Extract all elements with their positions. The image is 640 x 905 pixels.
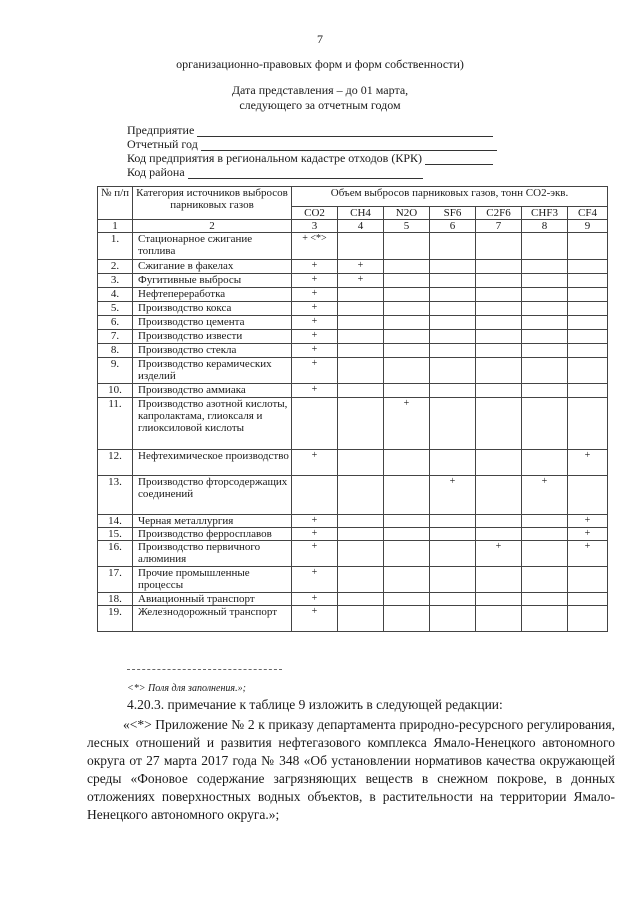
index-row <box>98 220 608 233</box>
emission-cell[interactable] <box>476 384 522 398</box>
table-row <box>98 528 608 541</box>
emission-cell[interactable] <box>568 593 608 606</box>
emission-cell[interactable] <box>476 316 522 330</box>
field-krk-code[interactable] <box>127 151 497 165</box>
emission-cell[interactable] <box>522 316 568 330</box>
table-row <box>98 330 608 344</box>
emission-cell[interactable] <box>522 358 568 384</box>
emission-cell[interactable] <box>476 358 522 384</box>
emission-cell[interactable] <box>384 288 430 302</box>
emission-cell[interactable] <box>568 274 608 288</box>
emission-cell[interactable] <box>430 260 476 274</box>
row-number: 5. <box>98 302 133 316</box>
row-number: 2. <box>98 260 133 274</box>
emission-cell[interactable] <box>384 316 430 330</box>
header-continuation: организационно-правовых форм и форм собственности) <box>176 57 464 71</box>
index-cell: 9 <box>568 220 608 233</box>
emission-cell[interactable] <box>568 476 608 515</box>
emission-cell[interactable] <box>430 344 476 358</box>
emission-cell[interactable] <box>476 528 522 541</box>
gas-header: CF4 <box>568 207 608 220</box>
index-cell: 5 <box>384 220 430 233</box>
emissions-table <box>97 186 608 632</box>
emission-cell[interactable] <box>384 450 430 476</box>
emission-cell[interactable] <box>384 593 430 606</box>
emission-cell[interactable] <box>384 528 430 541</box>
emission-cell[interactable] <box>568 358 608 384</box>
emission-cell[interactable] <box>430 330 476 344</box>
emission-cell[interactable]: + <box>430 476 476 515</box>
emission-cell[interactable] <box>522 567 568 593</box>
emission-cell[interactable] <box>568 233 608 260</box>
table-row <box>98 593 608 606</box>
source-category: Производство стекла <box>133 344 292 358</box>
emission-cell[interactable] <box>476 344 522 358</box>
emission-cell[interactable]: + <box>292 316 338 330</box>
emission-cell[interactable]: + <box>292 358 338 384</box>
row-number: 4. <box>98 288 133 302</box>
table-row <box>98 476 608 515</box>
emission-cell[interactable] <box>568 316 608 330</box>
header-row <box>98 187 608 207</box>
emission-cell[interactable] <box>338 567 384 593</box>
emission-cell[interactable] <box>384 233 430 260</box>
emission-cell[interactable] <box>384 515 430 528</box>
emission-cell[interactable]: + <box>292 606 338 632</box>
emission-cell[interactable]: + <box>292 450 338 476</box>
emission-cell[interactable] <box>338 528 384 541</box>
row-number: 14. <box>98 515 133 528</box>
emissions-table-wrapper <box>97 186 608 632</box>
emission-cell[interactable] <box>476 274 522 288</box>
field-label: Код района <box>127 165 185 179</box>
index-cell: 3 <box>292 220 338 233</box>
source-category: Стационарное сжигание топлива <box>133 233 292 260</box>
emission-cell[interactable] <box>476 450 522 476</box>
emission-cell[interactable] <box>522 288 568 302</box>
fill-line[interactable] <box>197 126 493 137</box>
field-district-code[interactable] <box>127 165 497 179</box>
emission-cell[interactable]: + <box>522 476 568 515</box>
emission-cell[interactable] <box>522 541 568 567</box>
emission-cell[interactable] <box>476 330 522 344</box>
row-number: 19. <box>98 606 133 632</box>
emission-cell[interactable] <box>430 567 476 593</box>
emission-cell[interactable]: + <box>292 593 338 606</box>
header-volume: Объем выбросов парниковых газов, тонн СО2-экв. <box>292 187 608 207</box>
emission-cell[interactable] <box>384 606 430 632</box>
emission-cell[interactable] <box>522 515 568 528</box>
table-row <box>98 316 608 330</box>
emission-cell[interactable] <box>430 606 476 632</box>
emission-cell[interactable] <box>430 528 476 541</box>
emission-cell[interactable] <box>522 260 568 274</box>
field-reporting-year[interactable] <box>127 137 497 151</box>
emission-cell[interactable] <box>384 541 430 567</box>
fill-line[interactable] <box>201 140 497 151</box>
emission-cell[interactable]: + <box>292 515 338 528</box>
row-number: 8. <box>98 344 133 358</box>
emission-cell[interactable] <box>568 260 608 274</box>
emission-cell[interactable] <box>430 233 476 260</box>
emission-cell[interactable] <box>568 288 608 302</box>
emission-cell[interactable] <box>384 476 430 515</box>
emission-cell[interactable] <box>522 384 568 398</box>
body-paragraph: «<*> Приложение № 2 к приказу департамента природно-ресурсного регулирования, лесных отношений и развития нефтегазового комплекса Ямало-Ненецкого автономного округа от 27 марта 2017 года № 348 «Об установлении нормативов качества окружающей среды «Фоновое содержание загрязняющих веществ в снежном покрове, в донных отложениях поверхностных водных объектов, в растительности на территории Ямало-Ненецкого автономного округа.»; <box>87 717 615 822</box>
table-row <box>98 288 608 302</box>
gas-header: N2O <box>384 207 430 220</box>
emission-cell[interactable] <box>384 344 430 358</box>
emission-cell[interactable] <box>568 330 608 344</box>
emission-cell[interactable] <box>568 344 608 358</box>
gas-header: СН4 <box>338 207 384 220</box>
index-cell: 4 <box>338 220 384 233</box>
emission-cell[interactable] <box>338 593 384 606</box>
table-row <box>98 344 608 358</box>
emission-cell[interactable] <box>338 288 384 302</box>
emission-cell[interactable] <box>522 302 568 316</box>
emission-cell[interactable] <box>384 384 430 398</box>
fill-line[interactable] <box>188 168 423 179</box>
table-row <box>98 541 608 567</box>
emission-cell[interactable] <box>338 344 384 358</box>
emission-cell[interactable]: + <box>384 398 430 450</box>
emission-cell[interactable]: + <box>292 344 338 358</box>
index-cell: 7 <box>476 220 522 233</box>
table-row <box>98 302 608 316</box>
emission-cell[interactable] <box>522 274 568 288</box>
emission-cell[interactable] <box>522 528 568 541</box>
source-category: Фугитивные выбросы <box>133 274 292 288</box>
source-category: Нефтехимическое производство <box>133 450 292 476</box>
source-category: Черная металлургия <box>133 515 292 528</box>
source-category: Нефтепереработка <box>133 288 292 302</box>
emission-cell[interactable] <box>338 384 384 398</box>
table-row <box>98 233 608 260</box>
emission-cell[interactable] <box>430 302 476 316</box>
emission-cell[interactable] <box>522 450 568 476</box>
field-label: Отчетный год <box>127 137 198 151</box>
field-label: Код предприятия в региональном кадастре отходов (КРК) <box>127 151 423 165</box>
emission-cell[interactable] <box>522 330 568 344</box>
source-category: Производство первичного алюминия <box>133 541 292 567</box>
emission-cell[interactable] <box>476 567 522 593</box>
emission-cell[interactable] <box>338 398 384 450</box>
index-cell: 1 <box>98 220 133 233</box>
submission-date-line1: Дата представления – до 01 марта, <box>231 83 409 97</box>
emission-cell[interactable] <box>338 302 384 316</box>
row-number: 9. <box>98 358 133 384</box>
emission-cell[interactable] <box>338 606 384 632</box>
source-category: Производство аммиака <box>133 384 292 398</box>
emission-cell[interactable] <box>430 274 476 288</box>
emission-cell[interactable] <box>476 515 522 528</box>
emission-cell[interactable] <box>338 541 384 567</box>
footnote-divider <box>127 669 282 670</box>
gas-header: SF6 <box>430 207 476 220</box>
section-heading: 4.20.3. примечание к таблице 9 изложить в следующей редакции: <box>127 697 503 712</box>
index-cell: 8 <box>522 220 568 233</box>
source-category: Производство керамических изделий <box>133 358 292 384</box>
row-number: 12. <box>98 450 133 476</box>
source-category: Прочие промышленные процессы <box>133 567 292 593</box>
index-cell: 2 <box>133 220 292 233</box>
emission-cell[interactable]: + <box>292 260 338 274</box>
emission-cell[interactable] <box>292 476 338 515</box>
emission-cell[interactable] <box>476 398 522 450</box>
table-row <box>98 274 608 288</box>
table-row <box>98 260 608 274</box>
source-category: Сжигание в факелах <box>133 260 292 274</box>
emission-cell[interactable] <box>568 567 608 593</box>
emission-cell[interactable]: + <box>292 274 338 288</box>
emission-cell[interactable] <box>338 515 384 528</box>
emission-cell[interactable]: + <box>292 541 338 567</box>
emission-cell[interactable] <box>522 606 568 632</box>
table-row <box>98 606 608 632</box>
emission-cell[interactable]: + <box>568 528 608 541</box>
index-cell: 6 <box>430 220 476 233</box>
emission-cell[interactable] <box>338 316 384 330</box>
row-number: 10. <box>98 384 133 398</box>
emission-cell[interactable] <box>476 476 522 515</box>
row-number: 11. <box>98 398 133 450</box>
emission-cell[interactable] <box>476 288 522 302</box>
table-row <box>98 398 608 450</box>
source-category: Производство извести <box>133 330 292 344</box>
form-fields <box>127 123 497 179</box>
row-number: 18. <box>98 593 133 606</box>
emission-cell[interactable] <box>476 260 522 274</box>
emission-cell[interactable]: + <box>568 450 608 476</box>
gas-header: C2F6 <box>476 207 522 220</box>
emission-cell[interactable] <box>430 398 476 450</box>
emission-cell[interactable] <box>338 233 384 260</box>
emission-cell[interactable] <box>338 330 384 344</box>
emission-cell[interactable]: + <box>568 515 608 528</box>
emission-cell[interactable] <box>338 358 384 384</box>
submission-date <box>0 83 640 113</box>
emission-cell[interactable] <box>384 567 430 593</box>
emission-cell[interactable]: + <box>292 567 338 593</box>
table-row <box>98 358 608 384</box>
emission-cell[interactable]: + <box>568 541 608 567</box>
emission-cell[interactable] <box>522 344 568 358</box>
emission-cell[interactable] <box>292 398 338 450</box>
row-number: 16. <box>98 541 133 567</box>
emission-cell[interactable] <box>384 358 430 384</box>
emission-cell[interactable]: + <box>292 302 338 316</box>
footnote: <*> Поля для заполнения.»; <box>127 683 246 694</box>
field-enterprise[interactable] <box>127 123 497 137</box>
emission-cell[interactable]: + <*> <box>292 233 338 260</box>
field-label: Предприятие <box>127 123 195 137</box>
emission-cell[interactable] <box>430 450 476 476</box>
row-number: 13. <box>98 476 133 515</box>
emission-cell[interactable] <box>522 593 568 606</box>
source-category: Авиационный транспорт <box>133 593 292 606</box>
emission-cell[interactable]: + <box>292 384 338 398</box>
emission-cell[interactable] <box>430 593 476 606</box>
table-row <box>98 567 608 593</box>
emission-cell[interactable] <box>522 398 568 450</box>
emission-cell[interactable] <box>568 302 608 316</box>
source-category: Производство цемента <box>133 316 292 330</box>
emission-cell[interactable] <box>430 316 476 330</box>
source-category: Производство азотной кислоты, капролактама, глиоксаля и глиоксиловой кислоты <box>133 398 292 450</box>
row-number: 17. <box>98 567 133 593</box>
row-number: 1. <box>98 233 133 260</box>
source-category: Железнодорожный транспорт <box>133 606 292 632</box>
emission-cell[interactable] <box>476 302 522 316</box>
emission-cell[interactable] <box>568 384 608 398</box>
emission-cell[interactable]: + <box>292 330 338 344</box>
gas-header: CHF3 <box>522 207 568 220</box>
emission-cell[interactable] <box>384 260 430 274</box>
emission-cell[interactable] <box>430 288 476 302</box>
table-row <box>98 384 608 398</box>
submission-date-line2: следующего за отчетным годом <box>239 98 401 112</box>
emission-cell[interactable] <box>522 233 568 260</box>
fill-line[interactable] <box>425 154 493 165</box>
row-number: 15. <box>98 528 133 541</box>
gas-header: СО2 <box>292 207 338 220</box>
source-category: Производство фторсодержащих соединений <box>133 476 292 515</box>
emission-cell[interactable]: + <box>292 528 338 541</box>
emission-cell[interactable] <box>384 302 430 316</box>
emission-cell[interactable] <box>476 233 522 260</box>
emission-cell[interactable]: + <box>338 274 384 288</box>
row-number: 7. <box>98 330 133 344</box>
emission-cell[interactable] <box>338 476 384 515</box>
emission-cell[interactable] <box>476 593 522 606</box>
emission-cell[interactable]: + <box>292 288 338 302</box>
emission-cell[interactable] <box>430 384 476 398</box>
row-number: 3. <box>98 274 133 288</box>
header-category: Категория источников выбросов парниковых газов <box>133 187 292 220</box>
source-category: Производство кокса <box>133 302 292 316</box>
emission-cell[interactable] <box>384 330 430 344</box>
emission-cell[interactable] <box>338 450 384 476</box>
emission-cell[interactable] <box>430 541 476 567</box>
emission-cell[interactable]: + <box>338 260 384 274</box>
header-num: № п/п <box>98 187 133 220</box>
emission-cell[interactable] <box>568 606 608 632</box>
emission-cell[interactable]: + <box>476 541 522 567</box>
source-category: Производство ферросплавов <box>133 528 292 541</box>
emission-cell[interactable] <box>430 515 476 528</box>
emission-cell[interactable] <box>430 358 476 384</box>
emission-cell[interactable] <box>568 398 608 450</box>
table-row <box>98 450 608 476</box>
row-number: 6. <box>98 316 133 330</box>
emission-cell[interactable] <box>384 274 430 288</box>
table-row <box>98 515 608 528</box>
emission-cell[interactable] <box>476 606 522 632</box>
page-number: 7 <box>317 32 323 46</box>
